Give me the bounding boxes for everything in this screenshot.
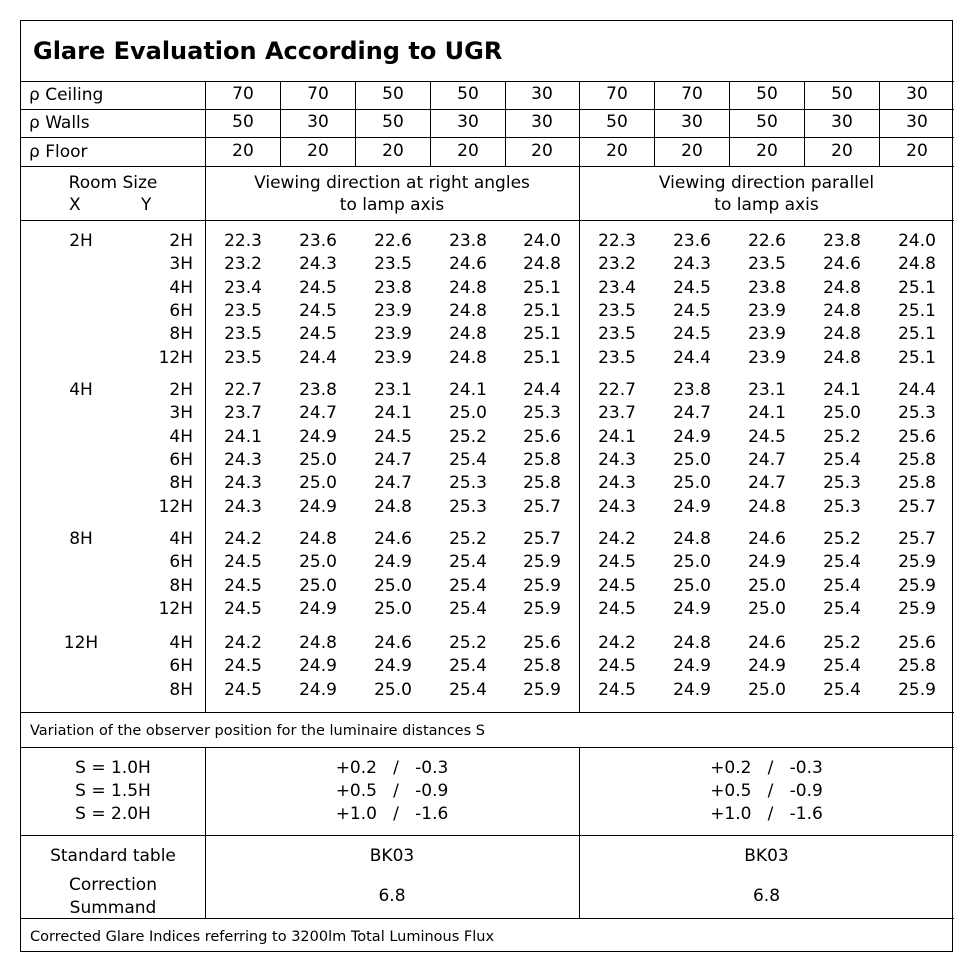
ugr-value: 23.1 <box>748 380 786 400</box>
divider <box>21 137 954 138</box>
ugr-value: 25.1 <box>898 277 936 298</box>
ugr-value: 24.8 <box>823 347 861 368</box>
reflectance-value: 70 <box>232 84 254 104</box>
viewing-parallel-line1: Viewing direction parallel <box>658 173 875 193</box>
variation-left-2: +0.5 / -0.9 <box>335 781 449 801</box>
reflectance-value: 20 <box>831 141 853 161</box>
ugr-value: 24.5 <box>299 300 337 321</box>
ugr-value: 24.8 <box>374 496 412 517</box>
footer-note: Corrected Glare Indices referring to 3200lm Total Luminous Flux <box>30 929 495 945</box>
ugr-value: 24.2 <box>224 529 262 549</box>
reflectance-value: 20 <box>382 141 404 161</box>
ugr-value: 24.8 <box>449 347 487 368</box>
room-y-label: 4H <box>169 529 193 549</box>
reflectance-value: 50 <box>606 112 628 132</box>
variation-left-3: +1.0 / -1.6 <box>335 804 449 824</box>
ugr-value: 24.5 <box>224 656 262 677</box>
standard-table-label: Standard table <box>50 846 176 866</box>
variation-right-2: +0.5 / -0.9 <box>710 781 823 801</box>
ugr-value: 23.9 <box>748 324 786 345</box>
ugr-value: 24.5 <box>374 426 412 447</box>
room-x-label: 12H <box>63 633 99 653</box>
ugr-value: 23.9 <box>374 324 412 345</box>
room-x-label: 4H <box>69 380 93 400</box>
ugr-value: 25.7 <box>523 496 561 517</box>
ugr-value: 23.6 <box>673 231 711 251</box>
reflectance-value: 20 <box>756 141 778 161</box>
divider <box>804 81 805 166</box>
ugr-value: 24.5 <box>224 575 262 596</box>
ugr-value: 25.4 <box>823 552 861 573</box>
ugr-value: 24.5 <box>598 656 636 677</box>
divider <box>654 81 655 166</box>
divider <box>21 109 954 110</box>
ugr-value: 25.0 <box>823 403 861 424</box>
reflectance-value: 20 <box>906 141 928 161</box>
ugr-value: 24.9 <box>673 496 711 517</box>
ugr-value: 25.0 <box>299 473 337 494</box>
ugr-value: 23.5 <box>224 300 262 321</box>
viewing-parallel-line2: to lamp axis <box>714 195 819 215</box>
ugr-value: 24.3 <box>598 473 636 494</box>
reflectance-value: 20 <box>531 141 553 161</box>
ugr-value: 25.0 <box>748 575 786 596</box>
ugr-value: 24.6 <box>374 633 412 653</box>
ugr-value: 25.0 <box>673 449 711 470</box>
ugr-value: 24.7 <box>748 449 786 470</box>
room-y-label: 2H <box>169 231 193 251</box>
reflectance-value: 20 <box>681 141 703 161</box>
ugr-value: 24.9 <box>299 679 337 700</box>
divider <box>21 835 954 836</box>
variation-note: Variation of the observer position for the luminaire distances S <box>30 723 485 739</box>
ugr-value: 25.0 <box>748 679 786 700</box>
ugr-value: 24.8 <box>823 277 861 298</box>
ugr-value: 24.9 <box>374 552 412 573</box>
ugr-value: 25.3 <box>823 496 861 517</box>
room-y-label: 8H <box>169 324 193 345</box>
room-y-label: 12H <box>158 598 193 619</box>
ugr-value: 25.9 <box>523 598 561 619</box>
ugr-value: 22.6 <box>374 231 412 251</box>
ugr-value: 24.1 <box>449 380 487 400</box>
ugr-value: 23.5 <box>224 324 262 345</box>
ugr-value: 24.5 <box>673 324 711 345</box>
ugr-value: 25.4 <box>823 575 861 596</box>
divider <box>280 81 281 166</box>
correction-label-line1: Correction <box>69 875 157 895</box>
ugr-value: 24.8 <box>673 633 711 653</box>
viewing-right-angles-line2: to lamp axis <box>339 195 445 215</box>
ugr-value: 24.5 <box>598 552 636 573</box>
reflectance-label-ceiling: ρ Ceiling <box>29 85 104 105</box>
reflectance-value: 30 <box>831 112 853 132</box>
ugr-value: 25.7 <box>898 529 936 549</box>
room-y-label: 8H <box>169 473 193 494</box>
ugr-value: 25.9 <box>898 552 936 573</box>
ugr-value: 25.6 <box>523 633 561 653</box>
room-x-label: 8H <box>69 529 93 549</box>
ugr-value: 23.8 <box>823 231 861 251</box>
ugr-value: 24.8 <box>673 529 711 549</box>
ugr-value: 24.5 <box>673 300 711 321</box>
room-y-label: 8H <box>169 575 193 596</box>
ugr-value: 23.5 <box>748 254 786 275</box>
ugr-value: 24.8 <box>523 254 561 275</box>
ugr-value: 23.5 <box>598 300 636 321</box>
room-size-label: Room Size <box>68 173 158 193</box>
divider <box>21 81 954 82</box>
ugr-value: 24.3 <box>598 496 636 517</box>
ugr-value: 25.0 <box>673 575 711 596</box>
ugr-value: 23.1 <box>374 380 412 400</box>
correction-left: 6.8 <box>378 886 406 906</box>
ugr-value: 25.0 <box>299 552 337 573</box>
ugr-value: 24.6 <box>823 254 861 275</box>
room-y-label: 8H <box>169 679 193 700</box>
ugr-value: 24.7 <box>673 403 711 424</box>
ugr-value: 25.0 <box>299 449 337 470</box>
ugr-value: 24.4 <box>898 380 936 400</box>
reflectance-value: 20 <box>307 141 329 161</box>
reflectance-value: 30 <box>681 112 703 132</box>
ugr-value: 23.2 <box>598 254 636 275</box>
ugr-value: 24.8 <box>299 529 337 549</box>
room-y-label: 6H <box>169 300 193 321</box>
ugr-value: 25.4 <box>449 598 487 619</box>
reflectance-value: 30 <box>307 112 329 132</box>
room-size-y-label: Y <box>141 195 152 215</box>
ugr-value: 25.3 <box>823 473 861 494</box>
divider <box>21 747 954 748</box>
room-y-label: 6H <box>169 656 193 677</box>
room-y-label: 3H <box>169 254 193 275</box>
ugr-value: 25.2 <box>449 529 487 549</box>
ugr-value: 24.7 <box>299 403 337 424</box>
correction-label-line2: Summand <box>69 898 157 918</box>
ugr-value: 25.2 <box>823 633 861 653</box>
room-y-label: 6H <box>169 552 193 573</box>
ugr-value: 23.9 <box>374 347 412 368</box>
room-y-label: 4H <box>169 277 193 298</box>
ugr-value: 25.1 <box>898 347 936 368</box>
ugr-value: 25.9 <box>898 575 936 596</box>
reflectance-value: 30 <box>906 84 928 104</box>
ugr-value: 25.9 <box>523 552 561 573</box>
ugr-value: 24.9 <box>374 656 412 677</box>
room-y-label: 3H <box>169 403 193 424</box>
ugr-value: 24.8 <box>449 324 487 345</box>
reflectance-value: 20 <box>606 141 628 161</box>
ugr-value: 24.7 <box>374 449 412 470</box>
room-y-label: 12H <box>158 347 193 368</box>
ugr-value: 24.9 <box>299 598 337 619</box>
ugr-value: 24.8 <box>898 254 936 275</box>
reflectance-value: 20 <box>457 141 479 161</box>
divider <box>21 220 954 221</box>
ugr-value: 24.8 <box>449 277 487 298</box>
ugr-value: 24.1 <box>598 426 636 447</box>
variation-right-3: +1.0 / -1.6 <box>710 804 823 824</box>
reflectance-value: 30 <box>457 112 479 132</box>
ugr-value: 24.5 <box>673 277 711 298</box>
ugr-value: 23.4 <box>224 277 262 298</box>
ugr-value: 24.5 <box>224 552 262 573</box>
ugr-value: 25.0 <box>673 552 711 573</box>
ugr-value: 25.0 <box>374 575 412 596</box>
ugr-value: 24.9 <box>299 426 337 447</box>
ugr-value: 22.3 <box>598 231 636 251</box>
ugr-value: 23.8 <box>673 380 711 400</box>
room-y-label: 2H <box>169 380 193 400</box>
ugr-value: 23.8 <box>449 231 487 251</box>
ugr-value: 24.5 <box>598 679 636 700</box>
ugr-value: 25.7 <box>523 529 561 549</box>
variation-left-1: +0.2 / -0.3 <box>335 758 449 778</box>
ugr-value: 25.4 <box>823 679 861 700</box>
divider <box>21 918 954 919</box>
ugr-value: 24.2 <box>598 633 636 653</box>
ugr-value: 23.7 <box>598 403 636 424</box>
ugr-value: 25.8 <box>523 656 561 677</box>
ugr-value: 25.0 <box>449 403 487 424</box>
ugr-value: 23.5 <box>598 324 636 345</box>
ugr-value: 25.0 <box>748 598 786 619</box>
ugr-value: 24.2 <box>598 529 636 549</box>
divider <box>355 81 356 166</box>
reflectance-label-walls: ρ Walls <box>29 113 90 133</box>
ugr-value: 24.1 <box>374 403 412 424</box>
ugr-value: 24.3 <box>224 473 262 494</box>
reflectance-value: 50 <box>382 112 404 132</box>
viewing-right-angles-line1: Viewing direction at right angles <box>254 173 530 193</box>
ugr-value: 23.4 <box>598 277 636 298</box>
ugr-value: 24.7 <box>374 473 412 494</box>
ugr-value: 24.5 <box>598 575 636 596</box>
variation-s-3: S = 2.0H <box>75 804 151 824</box>
divider <box>21 712 954 713</box>
divider <box>505 81 506 166</box>
ugr-value: 24.5 <box>748 426 786 447</box>
ugr-value: 25.0 <box>299 575 337 596</box>
ugr-value: 24.7 <box>748 473 786 494</box>
ugr-value: 25.0 <box>673 473 711 494</box>
ugr-value: 25.4 <box>823 656 861 677</box>
ugr-value: 24.5 <box>224 679 262 700</box>
ugr-value: 25.1 <box>523 277 561 298</box>
ugr-value: 25.6 <box>898 426 936 447</box>
ugr-value: 22.7 <box>224 380 262 400</box>
ugr-value: 25.3 <box>449 496 487 517</box>
ugr-value: 24.4 <box>299 347 337 368</box>
variation-s-1: S = 1.0H <box>75 758 151 778</box>
reflectance-value: 50 <box>382 84 404 104</box>
ugr-value: 25.4 <box>823 598 861 619</box>
ugr-value: 25.9 <box>523 575 561 596</box>
ugr-value: 25.8 <box>523 449 561 470</box>
ugr-value: 24.0 <box>898 231 936 251</box>
ugr-value: 23.9 <box>374 300 412 321</box>
ugr-value: 24.3 <box>299 254 337 275</box>
ugr-value: 25.3 <box>523 403 561 424</box>
ugr-value: 25.0 <box>374 679 412 700</box>
ugr-value: 24.9 <box>673 426 711 447</box>
ugr-value: 25.4 <box>449 656 487 677</box>
ugr-value: 24.9 <box>748 656 786 677</box>
ugr-value: 23.5 <box>224 347 262 368</box>
reflectance-label-floor: ρ Floor <box>29 142 88 162</box>
ugr-value: 24.4 <box>673 347 711 368</box>
reflectance-value: 70 <box>606 84 628 104</box>
ugr-value: 24.3 <box>673 254 711 275</box>
ugr-value: 24.3 <box>224 449 262 470</box>
ugr-value: 24.8 <box>748 496 786 517</box>
ugr-value: 25.8 <box>898 656 936 677</box>
ugr-value: 24.8 <box>449 300 487 321</box>
reflectance-value: 30 <box>906 112 928 132</box>
ugr-value: 24.5 <box>299 324 337 345</box>
reflectance-value: 20 <box>232 141 254 161</box>
ugr-value: 24.6 <box>748 633 786 653</box>
ugr-value: 25.2 <box>823 426 861 447</box>
ugr-value: 25.1 <box>898 300 936 321</box>
ugr-value: 25.3 <box>449 473 487 494</box>
ugr-value: 25.8 <box>898 449 936 470</box>
ugr-value: 24.9 <box>673 598 711 619</box>
room-x-label: 2H <box>69 231 93 251</box>
ugr-value: 24.3 <box>598 449 636 470</box>
reflectance-value: 50 <box>457 84 479 104</box>
divider <box>430 81 431 166</box>
reflectance-value: 70 <box>307 84 329 104</box>
divider <box>729 81 730 166</box>
reflectance-value: 50 <box>831 84 853 104</box>
ugr-value: 25.4 <box>449 679 487 700</box>
ugr-value: 23.8 <box>299 380 337 400</box>
ugr-value: 25.2 <box>449 426 487 447</box>
reflectance-value: 70 <box>681 84 703 104</box>
ugr-value: 25.8 <box>898 473 936 494</box>
ugr-value: 24.5 <box>224 598 262 619</box>
reflectance-value: 30 <box>531 112 553 132</box>
ugr-value: 23.9 <box>748 347 786 368</box>
ugr-table <box>20 20 953 952</box>
ugr-value: 24.1 <box>224 426 262 447</box>
room-y-label: 4H <box>169 633 193 653</box>
ugr-value: 24.8 <box>823 324 861 345</box>
ugr-value: 25.4 <box>823 449 861 470</box>
reflectance-value: 30 <box>531 84 553 104</box>
ugr-value: 25.7 <box>898 496 936 517</box>
ugr-value: 25.9 <box>523 679 561 700</box>
ugr-value: 23.5 <box>598 347 636 368</box>
ugr-value: 24.0 <box>523 231 561 251</box>
ugr-value: 25.8 <box>523 473 561 494</box>
ugr-value: 24.6 <box>748 529 786 549</box>
ugr-value: 25.2 <box>823 529 861 549</box>
divider <box>579 81 580 166</box>
room-y-label: 6H <box>169 449 193 470</box>
ugr-value: 23.8 <box>374 277 412 298</box>
ugr-value: 23.5 <box>374 254 412 275</box>
reflectance-value: 50 <box>756 112 778 132</box>
ugr-value: 25.6 <box>898 633 936 653</box>
ugr-value: 24.9 <box>673 656 711 677</box>
ugr-value: 24.4 <box>523 380 561 400</box>
room-size-x-label: X <box>69 195 81 215</box>
ugr-value: 24.8 <box>823 300 861 321</box>
ugr-value: 24.9 <box>299 656 337 677</box>
ugr-value: 24.3 <box>224 496 262 517</box>
ugr-value: 25.6 <box>523 426 561 447</box>
ugr-value: 25.9 <box>898 679 936 700</box>
divider <box>579 166 580 712</box>
ugr-value: 25.0 <box>374 598 412 619</box>
ugr-value: 24.2 <box>224 633 262 653</box>
ugr-value: 24.9 <box>748 552 786 573</box>
ugr-value: 25.4 <box>449 575 487 596</box>
ugr-value: 22.6 <box>748 231 786 251</box>
ugr-value: 22.3 <box>224 231 262 251</box>
ugr-value: 24.6 <box>374 529 412 549</box>
room-y-label: 4H <box>169 426 193 447</box>
ugr-value: 24.9 <box>299 496 337 517</box>
ugr-value: 24.8 <box>299 633 337 653</box>
ugr-value: 22.7 <box>598 380 636 400</box>
ugr-value: 25.4 <box>449 552 487 573</box>
correction-right: 6.8 <box>752 886 781 906</box>
ugr-value: 23.7 <box>224 403 262 424</box>
ugr-value: 23.9 <box>748 300 786 321</box>
ugr-value: 25.1 <box>523 324 561 345</box>
divider <box>879 81 880 166</box>
ugr-value: 24.1 <box>748 403 786 424</box>
room-y-label: 12H <box>158 496 193 517</box>
ugr-value: 24.5 <box>299 277 337 298</box>
ugr-value: 25.2 <box>449 633 487 653</box>
ugr-value: 25.1 <box>523 300 561 321</box>
ugr-value: 24.5 <box>598 598 636 619</box>
ugr-value: 23.6 <box>299 231 337 251</box>
divider <box>21 166 954 167</box>
variation-s-2: S = 1.5H <box>75 781 151 801</box>
ugr-value: 25.4 <box>449 449 487 470</box>
ugr-value: 24.1 <box>823 380 861 400</box>
ugr-value: 25.1 <box>898 324 936 345</box>
ugr-value: 24.6 <box>449 254 487 275</box>
ugr-value: 25.1 <box>523 347 561 368</box>
page-title: Glare Evaluation According to UGR <box>33 37 503 65</box>
reflectance-value: 50 <box>232 112 254 132</box>
ugr-value: 23.2 <box>224 254 262 275</box>
ugr-value: 23.8 <box>748 277 786 298</box>
reflectance-value: 50 <box>756 84 778 104</box>
variation-right-1: +0.2 / -0.3 <box>710 758 823 778</box>
standard-table-right: BK03 <box>744 846 789 866</box>
ugr-value: 25.3 <box>898 403 936 424</box>
ugr-value: 24.9 <box>673 679 711 700</box>
ugr-value: 25.9 <box>898 598 936 619</box>
standard-table-left: BK03 <box>369 846 415 866</box>
